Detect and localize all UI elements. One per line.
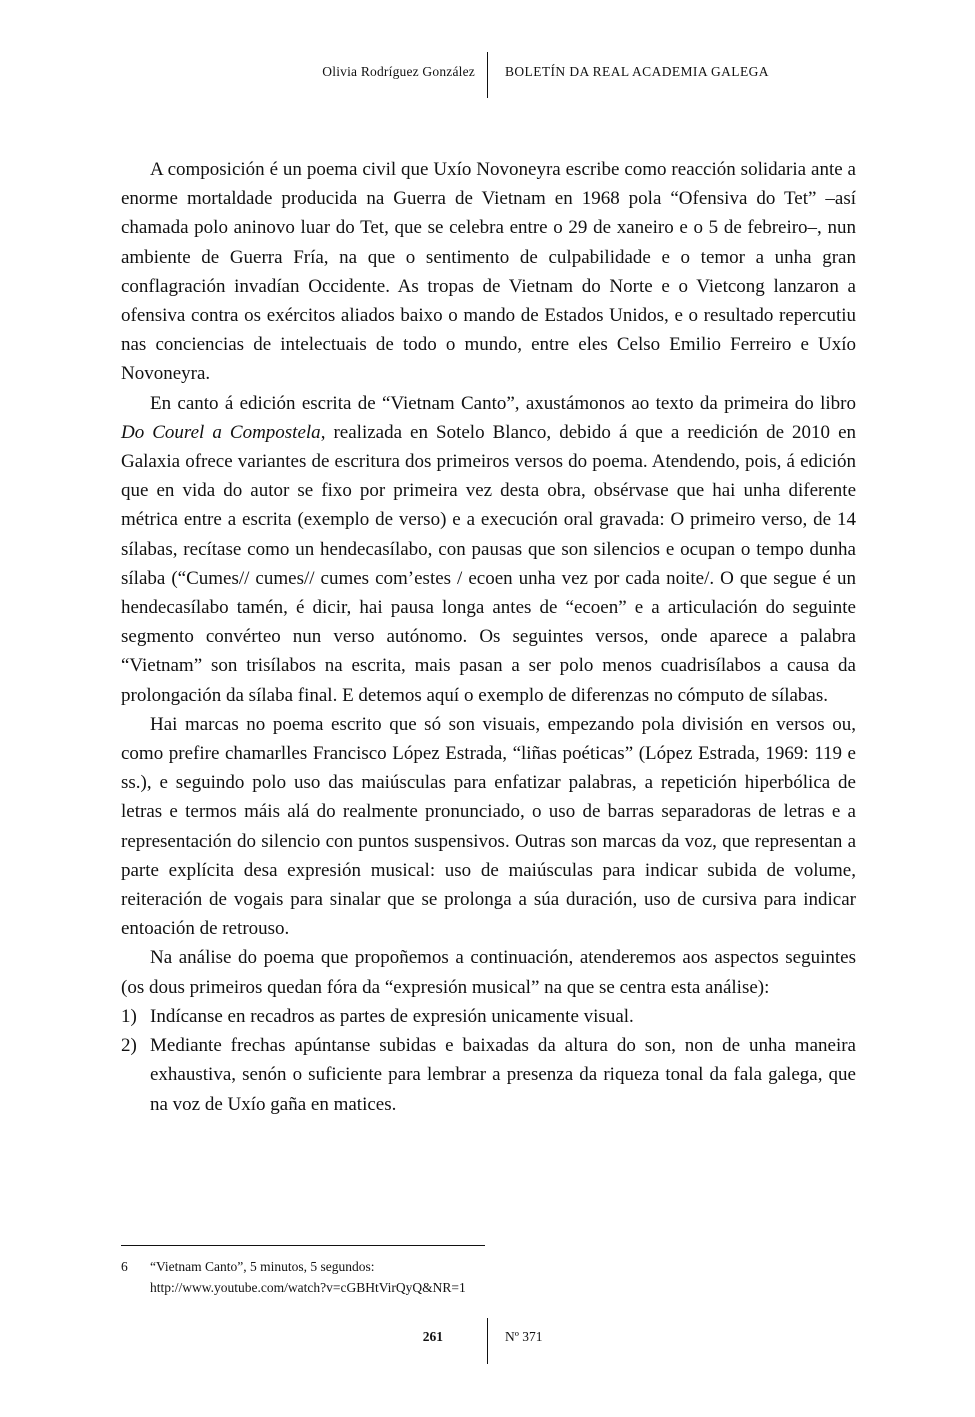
page-number: 261 bbox=[422, 1329, 443, 1344]
list-number: 1) bbox=[121, 1005, 137, 1027]
paragraph-3: Hai marcas no poema escrito que só son visuais, empezando pola división en versos ou, como prefire chamarlles Francisco López Estrada, “liñas poéticas” (López Estrada, 1969: 119 e ss.), e seguindo polo uso das maiúsculas para enfatizar palabras, a repetición hiperbólica de letras e termos máis alá do realmente pronunciado, o uso de barras separadoras de letras e a representación do silencio con puntos suspensivos. Outras son marcas da voz, que representan a parte explícita desa expresión musical: uso de maiúsculas para indicar subida de volume, reiteración de vogais para sinalar que se prolonga a súa duración, uso de cursiva para indicar entoación de retrouso. bbox=[121, 713, 856, 940]
list-item-1 bbox=[121, 1002, 856, 1031]
footnote-number: 6 bbox=[121, 1259, 128, 1274]
paragraph-2-text-a: En canto á edición escrita de “Vietnam Canto”, axustámonos ao texto da primeira do libro bbox=[150, 392, 856, 414]
header-author: Olivia Rodríguez González bbox=[322, 64, 475, 79]
footnote bbox=[121, 1256, 721, 1298]
list-item-2 bbox=[121, 1031, 856, 1119]
paragraph-4: Na análise do poema que propoñemos a continuación, atenderemos aos aspectos seguintes (os dous primeiros quedan fóra da “expresión musical” na que se centra esta análise): bbox=[121, 947, 856, 998]
footnote-url[interactable]: http://www.youtube.com/watch?v=cGBHtVirQyQ&NR=1 bbox=[150, 1280, 466, 1295]
footnote-body bbox=[150, 1256, 721, 1298]
header-divider bbox=[487, 52, 488, 98]
body-text bbox=[121, 155, 856, 1119]
list-number: 2) bbox=[121, 1035, 137, 1057]
footnote-line-1: “Vietnam Canto”, 5 minutos, 5 segundos: bbox=[150, 1259, 375, 1274]
paragraph-1: A composición é un poema civil que Uxío Novoneyra escribe como reacción solidaria ante a enorme mortaldade producida na Guerra de Vietnam en 1968 pola “Ofensiva do Tet” –así chamada polo aninovo luar do Tet, que se celebra entre o 29 de xaneiro e o 5 de febreiro–, nun ambiente de Guerra Fría, na que o sentimento de culpabilidade e o temor a unha gran conflagración invadían Occidente. As tropas de Vietnam do Norte e o Vietcong lanzaron a ofensiva contra os exércitos aliados baixo o mando de Estados Unidos, e o resultado repercutiu nas conciencias de intelectuais de todo o mundo, entre eles Celso Emilio Ferreiro e Uxío Novoneyra. bbox=[121, 159, 856, 385]
issue-number: Nº 371 bbox=[505, 1329, 543, 1344]
paragraph-2-text-b: , realizada en Sotelo Blanco, debido á que a reedición de 2010 en Galaxia ofrece variantes de escritura dos primeiros versos do poema. Atendendo, pois, á edición que en vida do autor se fixo por primeira vez desta obra, obsérvase que hai unha diferente métrica entre a escrita (exemplo de verso) e a execución oral gravada: O primeiro verso, de 14 sílabas, recítase como un hendecasílabo, con pausas que son silencios e ocupan o tempo dunha sílaba (“Cumes// cumes// cumes com’estes / ecoen unha vez por cada noite/. O que segue é un hendecasílabo tamén, é dicir, hai pausa longa antes de “ecoen” e a articulación do seguinte segmento convérteo nun verso autónomo. Os seguintes versos, onde aparece a palabra “Vietnam” son trisílabos na escrita, mais pasan a ser polo menos cuadrisílabos a causa da prolongación da sílaba final. E detemos aquí o exemplo de diferenzas no cómputo de sílabas. bbox=[121, 421, 857, 706]
footer-divider bbox=[487, 1318, 488, 1364]
paragraph-2 bbox=[121, 389, 856, 710]
footnote-divider bbox=[121, 1245, 485, 1246]
running-header bbox=[0, 52, 975, 98]
header-journal-title: BOLETÍN DA REAL ACADEMIA GALEGA bbox=[505, 64, 769, 79]
list-text: Mediante frechas apúntanse subidas e baixadas da altura do son, non de unha maneira exhaustiva, senón o suficiente para lembrar a presenza da riqueza tonal da fala galega, que na voz de Uxío gaña en matices. bbox=[150, 1035, 856, 1115]
book-title: Do Courel a Compostela bbox=[121, 421, 321, 443]
list-text: Indícanse en recadros as partes de expresión unicamente visual. bbox=[150, 1005, 634, 1027]
running-footer bbox=[0, 1318, 975, 1364]
